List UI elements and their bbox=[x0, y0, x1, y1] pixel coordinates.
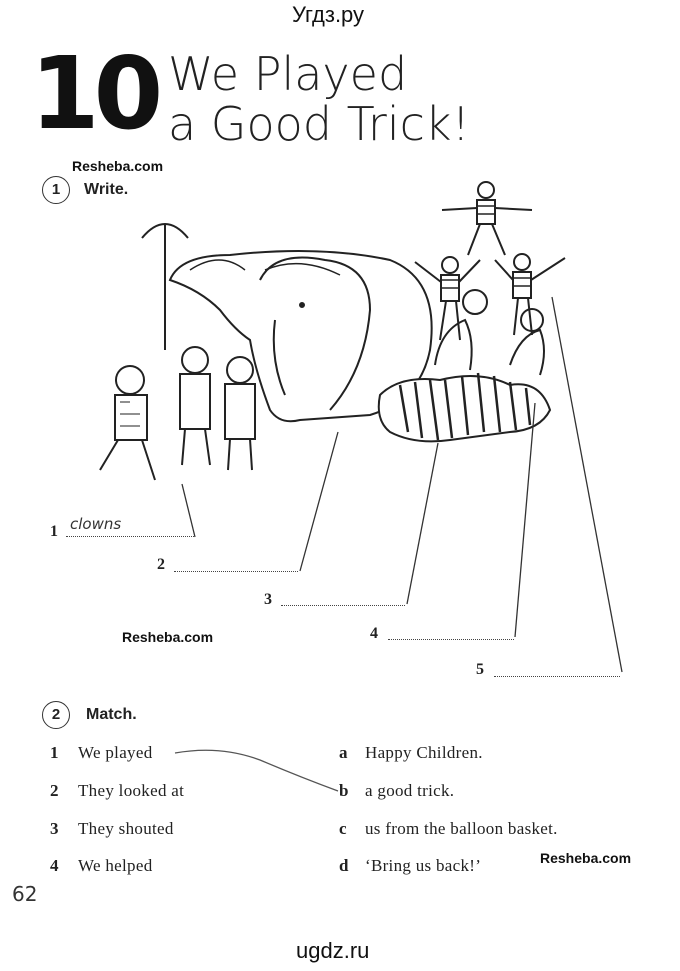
match-left-item[interactable]: We played bbox=[78, 743, 153, 762]
blank-2-line[interactable] bbox=[174, 557, 298, 572]
match-left-item[interactable]: We helped bbox=[78, 856, 153, 875]
match-left-number: 4 bbox=[50, 856, 59, 875]
unit-title-line1: We Played bbox=[168, 47, 408, 101]
blank-2-number: 2 bbox=[157, 556, 165, 573]
exercise-1-label: Write. bbox=[84, 181, 129, 198]
blank-5-line[interactable] bbox=[494, 662, 620, 677]
exercise-1-number: 1 bbox=[42, 176, 70, 204]
blank-5-number: 5 bbox=[476, 661, 484, 678]
blank-1-answer: clowns bbox=[70, 515, 122, 533]
match-left-number: 2 bbox=[50, 781, 59, 800]
match-right-item[interactable]: a good trick. bbox=[365, 781, 455, 800]
exercise-2-label: Match. bbox=[86, 706, 137, 723]
page-number: 62 bbox=[12, 882, 38, 906]
match-right-letter: a bbox=[339, 743, 348, 762]
match-left-number: 1 bbox=[50, 743, 59, 762]
match-right-item[interactable]: Happy Children. bbox=[365, 743, 483, 762]
match-right-item[interactable]: ‘Bring us back!’ bbox=[365, 856, 482, 875]
blank-1-number: 1 bbox=[50, 523, 58, 540]
example-match-line bbox=[170, 745, 345, 800]
match-right-letter: d bbox=[339, 856, 349, 875]
unit-title-line2: a Good Trick! bbox=[168, 97, 470, 151]
watermark: Resheba.com bbox=[72, 158, 164, 174]
blank-3-number: 3 bbox=[264, 591, 272, 608]
match-left-item[interactable]: They looked at bbox=[78, 781, 185, 800]
site-header: Угдз.ру bbox=[292, 2, 365, 27]
exercise-2-number: 2 bbox=[42, 701, 70, 729]
site-footer: ugdz.ru bbox=[296, 938, 370, 963]
unit-number: 10 bbox=[30, 35, 158, 152]
blank-4-number: 4 bbox=[370, 625, 378, 642]
match-right-item[interactable]: us from the balloon basket. bbox=[365, 819, 558, 838]
match-left-number: 3 bbox=[50, 819, 59, 838]
blank-4-line[interactable] bbox=[388, 625, 514, 640]
match-left-item[interactable]: They shouted bbox=[78, 819, 174, 838]
blank-3-line[interactable] bbox=[281, 591, 405, 606]
watermark: Resheba.com bbox=[540, 850, 632, 866]
blank-1-line[interactable] bbox=[66, 522, 194, 537]
match-right-letter: c bbox=[339, 819, 347, 838]
match-right-letter: b bbox=[339, 781, 349, 800]
watermark: Resheba.com bbox=[122, 629, 214, 645]
